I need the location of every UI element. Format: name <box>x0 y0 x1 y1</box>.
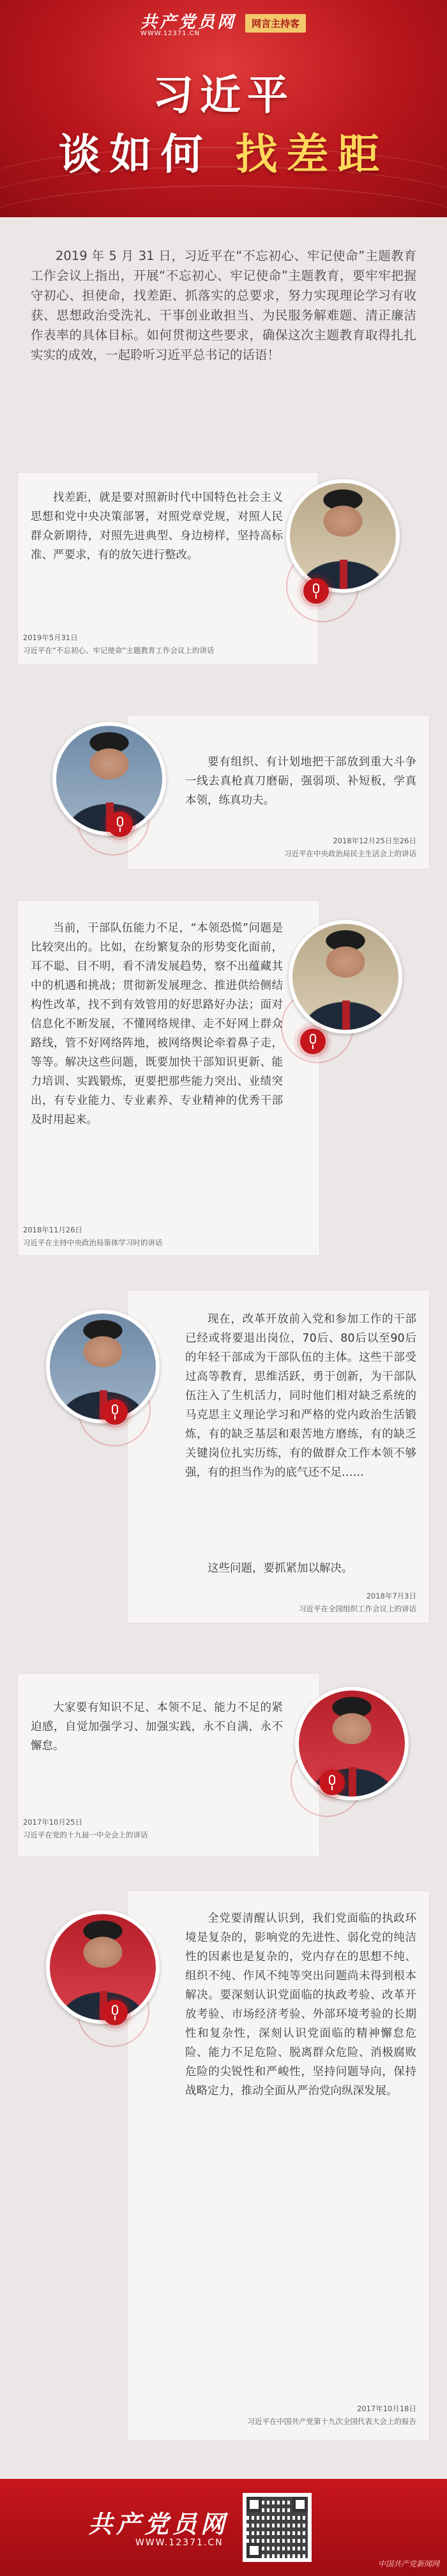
quote-date: 2018年11月26日 <box>23 1225 83 1234</box>
microphone-icon[interactable] <box>102 2000 128 2025</box>
brand-url: WWW.12371.CN <box>140 30 201 37</box>
quote-meta <box>23 1816 291 1841</box>
page-subtitle <box>0 120 447 181</box>
quote-text: 大家要有知识不足、本领不足、能力不足的紧迫感，自觉加强学习、加强实践，永不自满，永不懈怠。 <box>31 1701 283 1752</box>
watermark: 中国共产党新闻网 <box>377 2559 439 2568</box>
microphone-icon[interactable] <box>107 811 133 837</box>
quote-text: 现在，改革开放前入党和参加工作的干部已经或将要退出岗位，70后、80后以至90后的年轻干部成为干部队伍的主体。这些干部受过高等教育，思维活跃，勇于创新，为干部队伍注入了生机活力，同时他们相对缺乏系统的马克思主义理论学习和严格的党内政治生活锻炼，有的缺乏基层和艰苦地方磨练，有的缺乏关键岗位扎实历练，有的做群众工作本领不够强，有的担当作为的底气还不足…… <box>185 1313 416 1479</box>
mic-capsule <box>112 1404 118 1414</box>
quote-source: 习近平在“不忘初心、牢记使命”主题教育工作会议上的讲话 <box>23 646 215 655</box>
quote-text: 当前，干部队伍能力不足，“本领恐慌”问题是比较突出的。比如，在纷繁复杂的形势变化面前，耳不聪、目不明，看不清发展趋势，察不出蕴藏其中的机遇和挑战；贯彻新发展理念、推进供给侧结构性改革，找不到有效管用的好思路好办法；面对信息化不断发展，不懂网络规律、走不好网上群众路线，管不好网络阵地，被网络舆论牵着鼻子走，等等。解决这些问题，既要加快干部知识更新、能力培训、实践锻炼，更要把那些能力突出、业绩突出，有专业能力、专业素养、专业精神的优秀干部及时用起来。 <box>31 922 283 1126</box>
qr-finder <box>292 2497 308 2512</box>
quote-source: 习近平在中央政治局民主生活会上的讲话 <box>284 849 416 858</box>
qr-code[interactable] <box>243 2493 312 2562</box>
speaker-photo <box>289 920 402 1034</box>
mic-capsule <box>112 2005 118 2015</box>
qr-pattern <box>246 2497 308 2558</box>
quote-text-conclusion: 这些问题，要抓紧加以解决。 <box>208 1562 353 1575</box>
quote-section-1 <box>0 473 447 684</box>
mic-stand <box>315 594 317 599</box>
column-tag[interactable]: 网言主持客 <box>245 14 306 33</box>
mic-stand <box>312 1045 314 1049</box>
quote-meta <box>160 1590 416 1615</box>
quote-date: 2018年12月25日至26日 <box>333 836 416 845</box>
quote-date: 2019年5月31日 <box>23 633 78 642</box>
brand-logo: 共产党员网 <box>140 13 237 32</box>
footer-url[interactable]: WWW.12371.CN <box>135 2538 224 2548</box>
header-banner <box>0 0 447 217</box>
microphone-icon[interactable] <box>319 1770 345 1795</box>
quote-meta <box>23 631 291 657</box>
mic-stand <box>331 1786 333 1790</box>
brand <box>140 9 306 37</box>
quote-source: 习近平在党的十九届一中全会上的讲话 <box>23 1830 148 1839</box>
quote-section-2 <box>0 716 447 875</box>
speaker-photo <box>286 479 400 593</box>
intro-paragraph: 2019 年 5 月 31 日，习近平在“不忘初心、牢记使命”主题教育工作会议上指出，开展“不忘初心、牢记使命”主题教育，要牢牢把握守初心、担使命，找差距、抓落实的总要求，努力实现理论学习有收获、思想政治受洗礼、干事创业敢担当、为民服务解难题、清正廉洁作表率的具体目标。如何贯彻这些要求，确保这次主题教育取得扎扎实实的成效，一起聆听习近平总书记的话语！ <box>31 249 416 362</box>
quote-date: 2017年10月25日 <box>23 1818 83 1827</box>
mic-capsule <box>329 1775 335 1785</box>
quote-date: 2017年10月18日 <box>356 2404 416 2413</box>
mic-capsule <box>117 816 123 827</box>
quote-meta <box>23 1223 291 1249</box>
mic-capsule <box>310 1034 316 1044</box>
mic-stand <box>114 2016 116 2020</box>
tie <box>349 1767 356 1797</box>
quote-section-3 <box>0 901 447 1259</box>
quote-meta <box>160 834 416 860</box>
quote-section-6 <box>0 1891 447 2453</box>
subtitle-part-b: 找差距 <box>235 130 389 179</box>
mic-stand <box>114 1415 116 1420</box>
microphone-icon[interactable] <box>303 578 329 604</box>
tie <box>340 560 347 589</box>
mic-stand <box>119 827 121 832</box>
quote-text: 找差距，就是要对照新时代中国特色社会主义思想和党中央决策部署，对照党章党规，对照人民群众新期待，对照先进典型、身边榜样，坚持高标准、严要求，有的放矢进行整改。 <box>31 491 283 562</box>
tie <box>342 1000 350 1030</box>
brand-logo-block[interactable] <box>140 9 236 37</box>
microphone-icon[interactable] <box>102 1399 128 1425</box>
quote-source: 习近平在全国组织工作会议上的讲话 <box>299 1604 416 1613</box>
quote-text: 要有组织、有计划地把干部放到重大斗争一线去真枪真刀磨砺，强弱项、补短板，学真本领，练真功夫。 <box>185 756 416 807</box>
quote-date: 2018年7月3日 <box>366 1591 416 1600</box>
quote-meta <box>160 2402 416 2428</box>
speaker-photo <box>295 1687 409 1800</box>
mic-capsule <box>313 583 319 594</box>
microphone-icon[interactable] <box>300 1029 326 1054</box>
quote-source: 习近平在主持中央政治局第体学习时的讲话 <box>23 1238 163 1247</box>
qr-finder <box>246 2543 262 2558</box>
page-title: 习近平 <box>153 72 294 119</box>
quote-section-4 <box>0 1291 447 1648</box>
subtitle-part-a: 谈如何 <box>58 130 212 179</box>
footer-logo[interactable]: 共产党员网 <box>88 2510 229 2538</box>
quote-text: 全党要清醒认识到，我们党面临的执政环境是复杂的，影响党的先进性、弱化党的纯洁性的因素也是复杂的，党内存在的思想不纯、组织不纯、作风不纯等突出问题尚未得到根本解决。要深刻认识党面临的执政考验、改革开放考验、市场经济考验、外部环境考验的长期性和复杂性，深刻认识党面临的精神懈怠危险、能力不足危险、脱离群众危险、消极腐败危险的尖锐性和严峻性，坚持问题导向，保持战略定力，推动全面从严治党向纵深发展。 <box>185 1912 416 2097</box>
qr-finder <box>246 2497 262 2512</box>
quote-section-5 <box>0 1674 447 1859</box>
quote-source: 习近平在中国共产党第十九次全国代表大会上的报告 <box>247 2417 416 2426</box>
